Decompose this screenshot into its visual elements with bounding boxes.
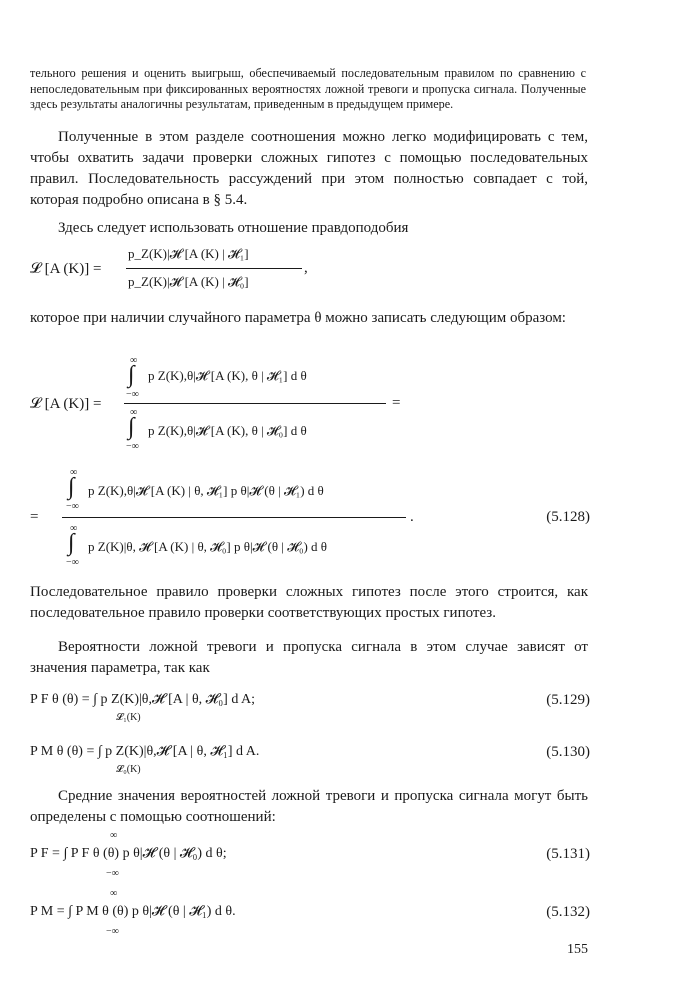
integral-lower-limit: −∞ — [126, 441, 139, 452]
integral-sign: ∫ — [68, 474, 75, 500]
fraction-line — [126, 268, 302, 269]
paragraph-likelihood-intro: Здесь следует использовать отношение правдоподобия — [58, 220, 409, 236]
equation-5-130 — [30, 738, 590, 778]
integral-sign: ∫ — [128, 362, 135, 388]
intro-small-paragraph: тельного решения и оценить выигрыш, обеспечиваемый последовательным правилом по сравнению с непоследовательным при фиксированных вероятностях ложной тревоги и пропуска сигнала. Полученные здесь результаты аналогичны результатам, приведенным в предыдущем примере. — [30, 66, 586, 112]
equation-number-5-132: (5.132) — [546, 904, 590, 920]
equation-number-5-129: (5.129) — [546, 692, 590, 708]
integral-upper-limit: ∞ — [70, 523, 78, 534]
paragraph-sequential-rule: Последовательное правило проверки сложных гипотез после этого строится, как последовательное правило проверки соответствующих простых гипотез. — [30, 584, 588, 621]
eq-lr-lhs: 𝓛 [A (K)] = — [30, 261, 102, 277]
equation-number-5-128: (5.128) — [546, 509, 590, 525]
equation-5-129 — [30, 686, 590, 726]
eq-lr-numerator: p_Z(K)|𝓗 [A (K) | 𝓗₁] — [128, 246, 249, 261]
equation-number-5-131: (5.131) — [546, 846, 590, 862]
integral-lower-limit: −∞ — [66, 557, 79, 568]
eq-lr-comma: , — [304, 260, 308, 276]
integral-upper-limit: ∞ — [130, 407, 138, 418]
fraction-line — [124, 403, 386, 404]
integral-sign: ∫ — [128, 414, 135, 440]
fraction-line — [62, 517, 406, 518]
integral-region-l0: 𝓛₀(K) — [116, 764, 141, 775]
eq-128-period: . — [410, 509, 414, 525]
equation-5-128-top — [30, 355, 590, 455]
eq-128-num1: p Z(K),θ|𝓗 [A (K), θ | 𝓗₁] d θ — [148, 368, 307, 383]
eq-132-body: P M = ∫ P M θ (θ) p θ|𝓗 (θ | 𝓗₁) d θ. — [30, 904, 236, 919]
paragraph-composite-hypotheses: Полученные в этом разделе соотношения можно легко модифицировать с тем, чтобы охватить задачи проверки сложных гипотез с помощью последовательных правил. Последовательность рассуждений при этом полностью совпадает с той, которая подробно описана в § 5.4. — [30, 129, 588, 208]
equation-5-131 — [30, 830, 590, 880]
page-number: 155 — [567, 942, 588, 957]
paragraph-average-values: Средние значения вероятностей ложной тревоги и пропуска сигнала могут быть определены с помощью соотношений: — [30, 788, 588, 825]
eq-128-num2: p Z(K),θ|𝓗 [A (K) | θ, 𝓗₁] p θ|𝓗 (θ | 𝓗₁) d θ — [88, 483, 324, 498]
eq-128-equals: = — [392, 395, 401, 411]
paragraph-random-parameter: которое при наличии случайного параметра θ можно записать следующим образом: — [30, 310, 566, 326]
eq-131-body: P F = ∫ P F θ (θ) p θ|𝓗 (θ | 𝓗₀) d θ; — [30, 846, 227, 861]
integral-lower-limit: −∞ — [126, 389, 139, 400]
paragraph-false-alarm-miss: Вероятности ложной тревоги и пропуска сигнала в этом случае зависят от значения параметра, так как — [30, 639, 588, 676]
equation-5-132 — [30, 888, 590, 938]
equation-5-128-bottom — [30, 467, 590, 577]
integral-lower-limit: −∞ — [106, 868, 119, 879]
integral-lower-limit: −∞ — [66, 501, 79, 512]
integral-upper-limit: ∞ — [110, 830, 118, 841]
integral-sign: ∫ — [68, 530, 75, 556]
eq-128-equals-2: = — [30, 509, 39, 525]
integral-upper-limit: ∞ — [110, 888, 118, 899]
equation-number-5-130: (5.130) — [546, 744, 590, 760]
integral-upper-limit: ∞ — [130, 355, 138, 366]
eq-129-body: P F θ (θ) = ∫ p Z(K)|θ,𝓗 [A | θ, 𝓗₀] d A; — [30, 692, 256, 707]
integral-region-l1: 𝓛₁(K) — [116, 712, 141, 723]
eq-lr-denominator: p_Z(K)|𝓗 [A (K) | 𝓗₀] — [128, 274, 249, 289]
eq-128-den1: p Z(K),θ|𝓗 [A (K), θ | 𝓗₀] d θ — [148, 423, 307, 438]
eq-130-body: P M θ (θ) = ∫ p Z(K)|θ,𝓗 [A | θ, 𝓗₁] d A. — [30, 744, 260, 759]
eq-128-den2: p Z(K)|θ, 𝓗 [A (K) | θ, 𝓗₀] p θ|𝓗 (θ | 𝓗₀) d θ — [88, 539, 328, 554]
equation-likelihood-ratio — [30, 246, 590, 306]
integral-upper-limit: ∞ — [70, 467, 78, 478]
eq-128-lhs: 𝓛 [A (K)] = — [30, 396, 102, 412]
integral-lower-limit: −∞ — [106, 926, 119, 937]
